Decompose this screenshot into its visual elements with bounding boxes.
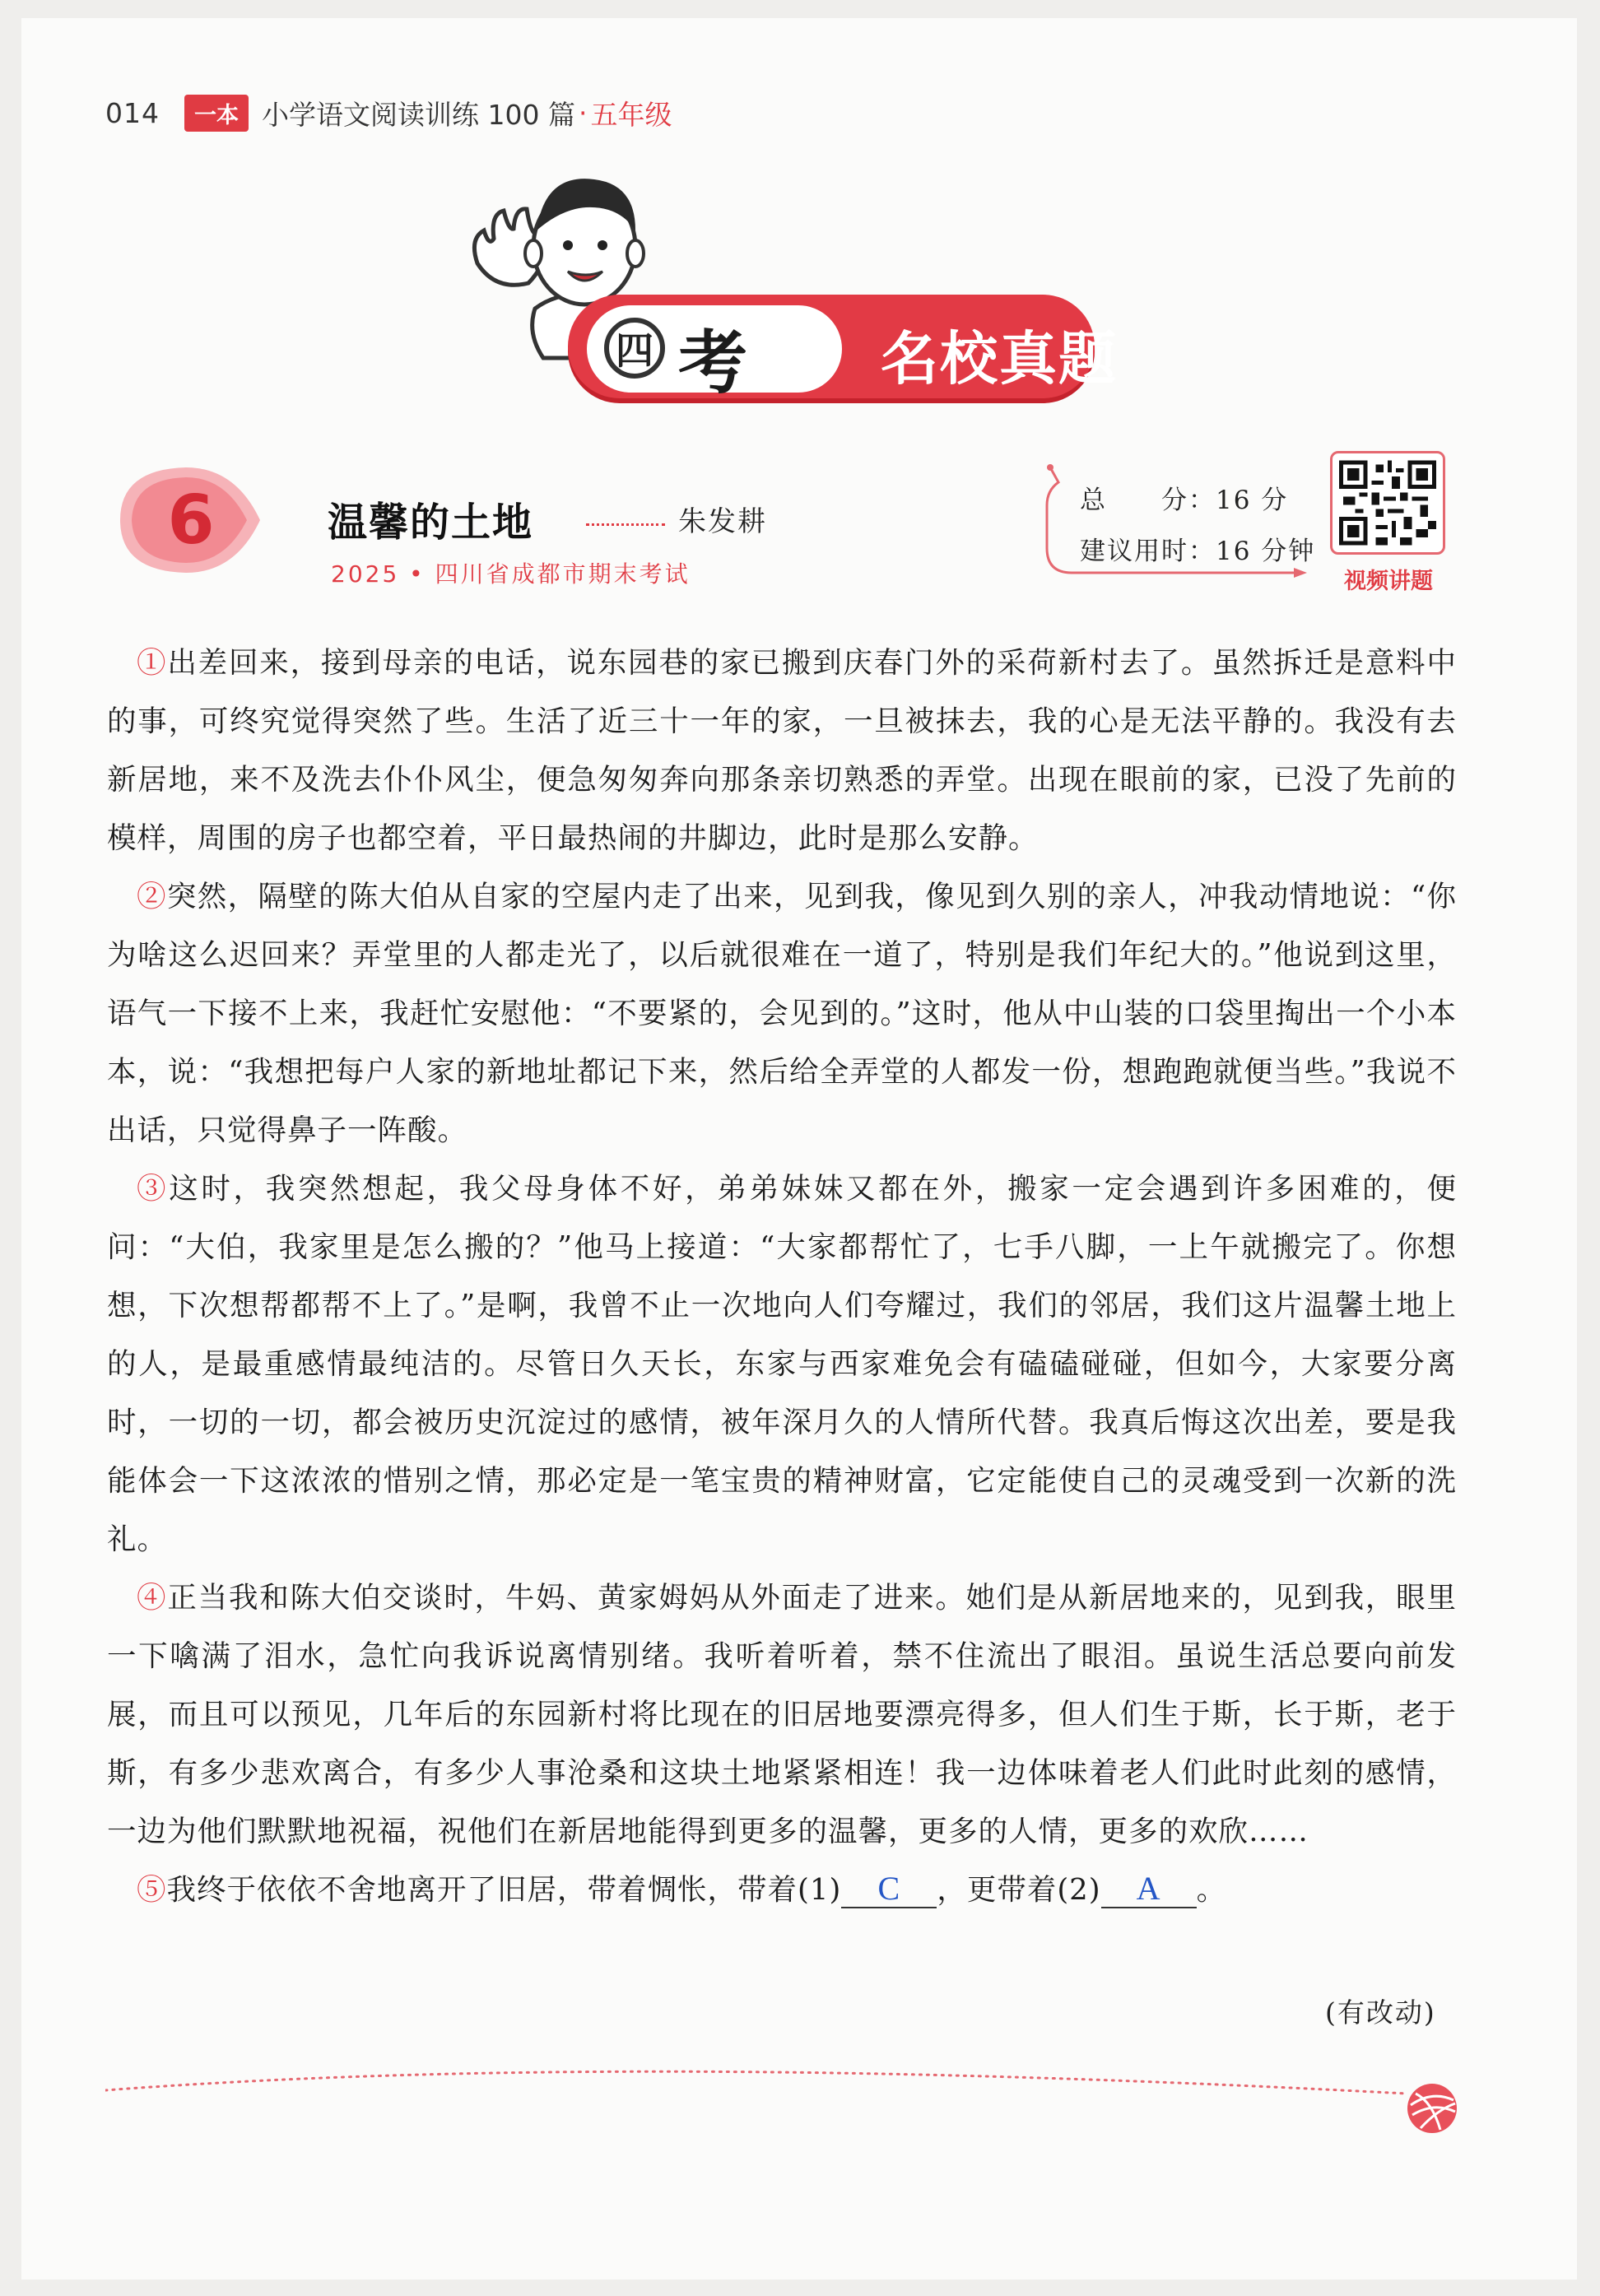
separator-dot: · [578,96,588,129]
article-number-badge [104,462,260,578]
answer-blank-1[interactable]: C [841,1871,937,1908]
paragraph-text: 这时，我突然想起，我父母身体不好，弟弟妹妹又都在外，搬家一定会遇到许多困难的，便问：“大伯，我家里是怎么搬的？”他马上接道：“大家都帮忙了，七手八脚，一上午就搬完了。你想想，下次想帮都帮不上了。”是啊，我曾不止一次地向人们夸耀过，我们的邻居，我们这片温馨土地上的人，是最重感情最纯洁的。尽管日久天长，东家与西家难免会有磕磕碰碰，但如今，大家要分离时，一切的一切，都会被历史沉淀过的感情，被年深月久的人情所代替。我真后悔这次出差，要是我能体会一下这浓浓的惜别之情，那必定是一笔宝贵的精神财富，它定能使自己的灵魂受到一次新的洗礼。 [107,1172,1457,1556]
level-number: 四 [604,318,665,379]
paragraph-text-middle: ，更带着(2) [937,1873,1101,1907]
article-title: 温馨的土地 [328,500,534,546]
paragraph-number: ④ [137,1581,168,1615]
paragraph-4 [107,1569,1457,1861]
suggested-time: 建议用时：16 分钟 [1080,537,1316,566]
section-title: 名校真题 [881,325,1118,393]
paragraph-number: ② [137,880,167,913]
qr-caption: 视频讲题 [1344,569,1433,594]
paragraph-1 [107,634,1457,867]
paragraph-2 [107,867,1457,1160]
paragraph-text: 突然，隔壁的陈大伯从自家的空屋内走了出来，见到我，像见到久别的亲人，冲我动情地说：“你为啥这么迟回来？弄堂里的人都走光了，以后就很难在一道了，特别是我们年纪大的。”他说到这里，语气一下接不上来，我赶忙安慰他：“不要紧的，会见到的。”这时，他从中山装的口袋里掏出一个小本本，说：“我想把每户人家的新地址都记下来，然后给全弄堂的人都发一份，想跑跑就便当些。”我说不出话，只觉得鼻子一阵酸。 [107,880,1457,1147]
article-number: 6 [167,481,215,560]
article-source: 2025 • 四川省成都市期末考试 [331,560,691,588]
paragraph-number: ① [137,646,168,680]
answer-blank-2[interactable]: A [1101,1871,1197,1908]
paragraph-5 [107,1861,1457,1919]
paragraph-text-after: 。 [1196,1873,1227,1907]
paragraph-3 [107,1160,1457,1569]
paragraph-number: ⑤ [137,1873,167,1907]
series-title: 小学语文阅读训练 100 篇 [262,98,575,131]
level-word: 考 [678,323,748,403]
page-number: 014 [105,96,160,129]
paragraph-number: ③ [137,1172,170,1206]
yarn-ball-icon [1404,2080,1460,2136]
info-box [1039,461,1319,584]
paragraph-text: 正当我和陈大伯交谈时，牛妈、黄家姆妈从外面走了进来。她们是从新居地来的，见到我，眼里一下噙满了泪水，急忙向我诉说离情别绪。我听着听着，禁不住流出了眼泪。虽说生活总要向前发展，而且可以预见，几年后的东园新村将比现在的旧居地要漂亮得多，但人们生于斯，长于斯，老于斯，有多少悲欢离合，有多少人事沧桑和这块土地紧紧相连！我一边体味着老人们此时此刻的感情，一边为他们默默地祝福，祝他们在新居地能得到更多的温馨，更多的人情，更多的欢欣…… [107,1581,1457,1848]
paragraph-text-before: 我终于依依不舍地离开了旧居，带着惆怅，带着(1) [166,1873,842,1907]
brand-badge: 一本 [184,95,249,132]
article-author: 朱发耕 [678,505,767,538]
title-author-dots [586,523,665,526]
adaptation-note: (有改动) [1325,1996,1436,2029]
paragraph-text: 出差回来，接到母亲的电话，说东园巷的家已搬到庆春门外的采荷新村去了。虽然拆迁是意料中的事，可终究觉得突然了些。生活了近三十一年的家，一旦被抹去，我的心是无法平静的。我没有去新居地，来不及洗去仆仆风尘，便急匆匆奔向那条亲切熟悉的弄堂。出现在眼前的家，已没了先前的模样，周围的房子也都空着，平日最热闹的井脚边，此时是那么安静。 [107,646,1457,855]
footer-dotted-line [105,2057,1422,2115]
running-header [105,94,672,132]
section-banner [444,165,1119,411]
total-score: 总 分：16 分 [1080,486,1289,515]
article-body [107,634,1457,1919]
grade-label: 五年级 [590,98,672,131]
qr-code-icon[interactable] [1330,451,1445,555]
